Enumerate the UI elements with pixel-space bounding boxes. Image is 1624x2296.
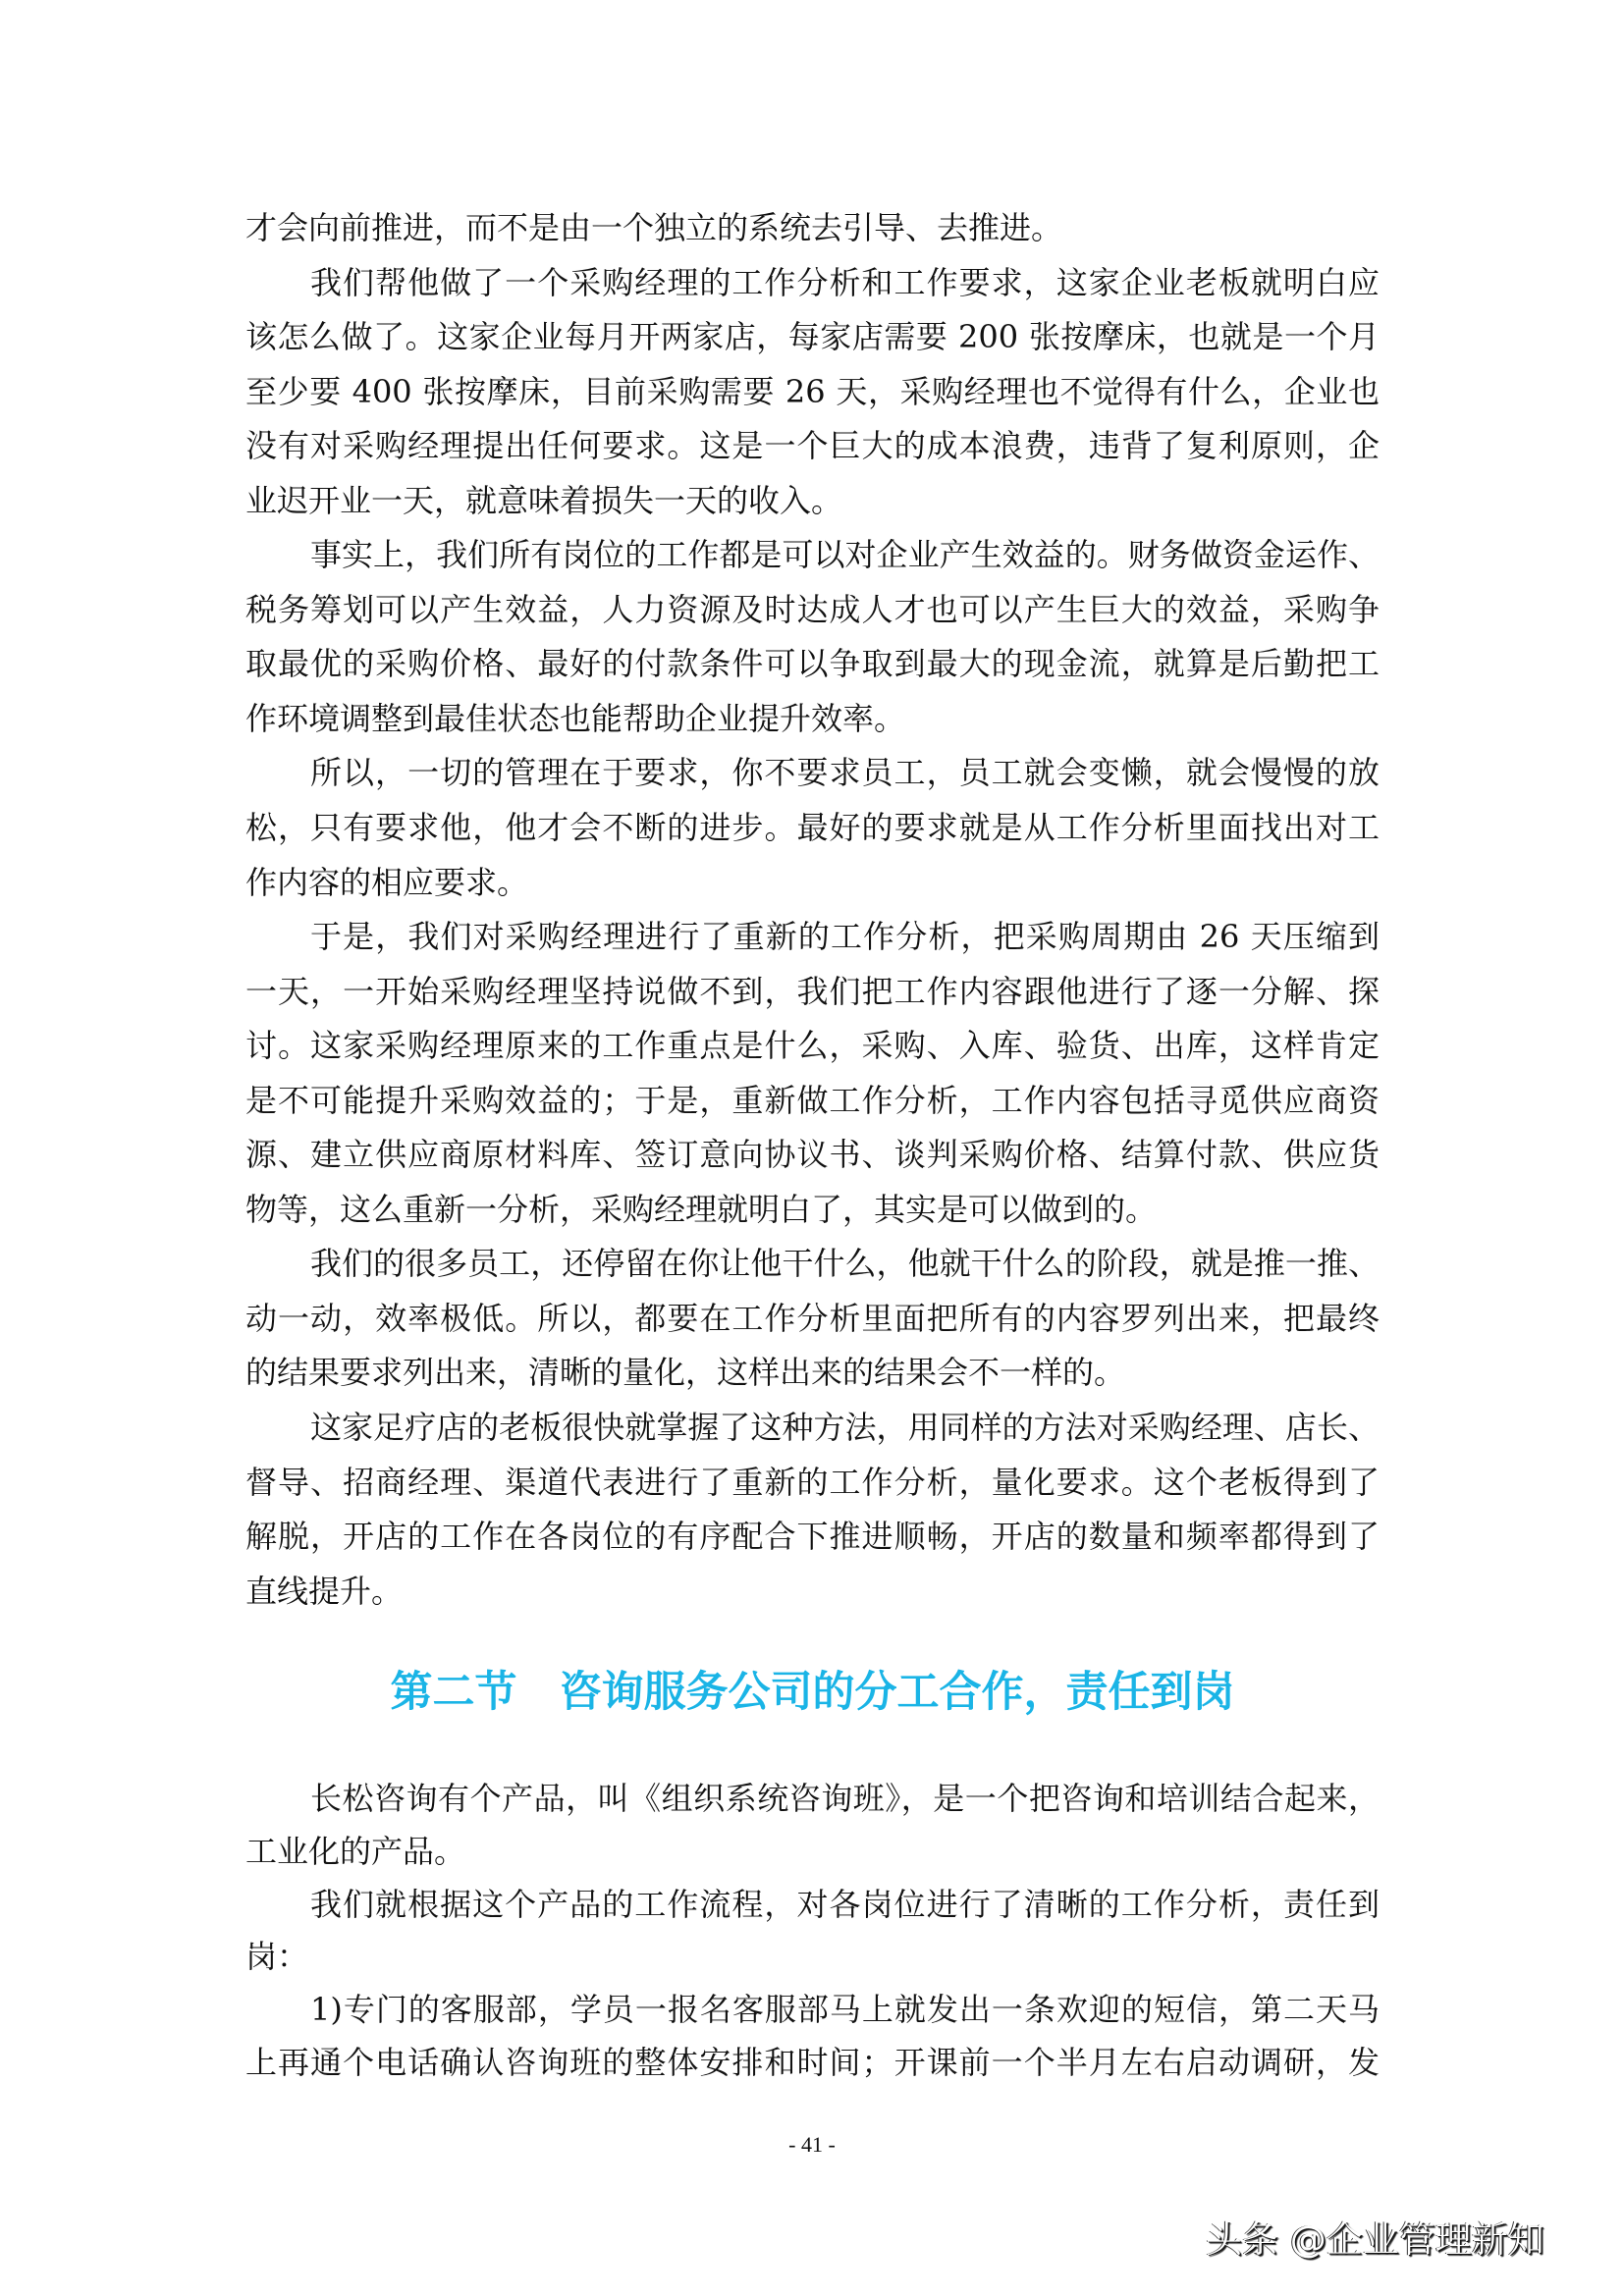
text-line: 工业化的产品。 (245, 1832, 466, 1870)
text-line: 直线提升。 (245, 1572, 404, 1610)
body-text-upper (245, 201, 1380, 1619)
text-line: 是不可能提升采购效益的；于是，重新做工作分析，工作内容包括寻觅供应商资 (245, 1081, 1380, 1119)
text-line: 取最优的采购价格、最好的付款条件可以争取到最大的现金流，就算是后勤把工 (245, 645, 1380, 683)
text-line: 松，只有要求他，他才会不断的进步。最好的要求就是从工作分析里面找出对工 (245, 809, 1380, 847)
body-text-lower (245, 1773, 1380, 2090)
text-line: 事实上，我们所有岗位的工作都是可以对企业产生效益的。财务做资金运作、 (310, 536, 1380, 574)
text-line: 税务筹划可以产生效益，人力资源及时达成人才也可以产生巨大的效益，采购争 (245, 590, 1380, 628)
text-line: 我们的很多员工，还停留在你让他干什么，他就干什么的阶段，就是推一推、 (310, 1245, 1380, 1283)
text-line: 解脱，开店的工作在各岗位的有序配合下推进顺畅，开店的数量和频率都得到了 (245, 1518, 1380, 1556)
text-line: 作环境调整到最佳状态也能帮助企业提升效率。 (245, 699, 906, 737)
source-watermark: 头条 @企业管理新知 (1206, 2218, 1544, 2261)
text-line: 讨。这家采购经理原来的工作重点是什么，采购、入库、验货、出库，这样肯定 (245, 1027, 1380, 1065)
text-line: 我们帮他做了一个采购经理的工作分析和工作要求，这家企业老板就明白应 (310, 263, 1380, 301)
text-line: 我们就根据这个产品的工作流程，对各岗位进行了清晰的工作分析，责任到 (310, 1885, 1380, 1923)
text-line: 一天，一开始采购经理坚持说做不到，我们把工作内容跟他进行了逐一分解、探 (245, 972, 1380, 1010)
text-line: 1)专门的客服部，学员一报名客服部马上就发出一条欢迎的短信，第二天马 (310, 1991, 1380, 2029)
text-line: 该怎么做了。这家企业每月开两家店，每家店需要 200 张按摩床，也就是一个月 (245, 318, 1380, 356)
page-number: - 41 - (788, 2132, 836, 2157)
text-line: 长松咨询有个产品，叫《组织系统咨询班》，是一个把咨询和培训结合起来， (310, 1780, 1380, 1817)
text-line: 物等，这么重新一分析，采购经理就明白了，其实是可以做到的。 (245, 1190, 1158, 1228)
text-line: 没有对采购经理提出任何要求。这是一个巨大的成本浪费，违背了复利原则，企 (245, 427, 1380, 465)
text-line: 作内容的相应要求。 (245, 863, 529, 901)
text-line: 的结果要求列出来，清晰的量化，这样出来的结果会不一样的。 (245, 1354, 1126, 1392)
text-line: 动一动，效率极低。所以，都要在工作分析里面把所有的内容罗列出来，把最终 (245, 1299, 1380, 1337)
text-line: 于是，我们对采购经理进行了重新的工作分析，把采购周期由 26 天压缩到 (310, 918, 1380, 956)
text-line: 业迟开业一天，就意味着损失一天的收入。 (245, 481, 843, 519)
text-line: 才会向前推进，而不是由一个独立的系统去引导、去推进。 (245, 209, 1063, 246)
text-line: 至少要 400 张按摩床，目前采购需要 26 天，采购经理也不觉得有什么，企业也 (245, 372, 1380, 410)
text-line: 督导、招商经理、渠道代表进行了重新的工作分析，量化要求。这个老板得到了 (245, 1463, 1380, 1501)
text-line: 所以，一切的管理在于要求，你不要求员工，员工就会变懒，就会慢慢的放 (310, 754, 1380, 792)
section-heading: 第二节 咨询服务公司的分工合作，责任到岗 (390, 1668, 1235, 1717)
text-line: 岗： (245, 1938, 309, 1976)
text-line: 这家足疗店的老板很快就掌握了这种方法，用同样的方法对采购经理、店长、 (310, 1409, 1380, 1447)
text-line: 源、建立供应商原材料库、签订意向协议书、谈判采购价格、结算付款、供应货 (245, 1136, 1380, 1174)
text-line: 上再通个电话确认咨询班的整体安排和时间；开课前一个半月左右启动调研，发 (245, 2043, 1380, 2081)
